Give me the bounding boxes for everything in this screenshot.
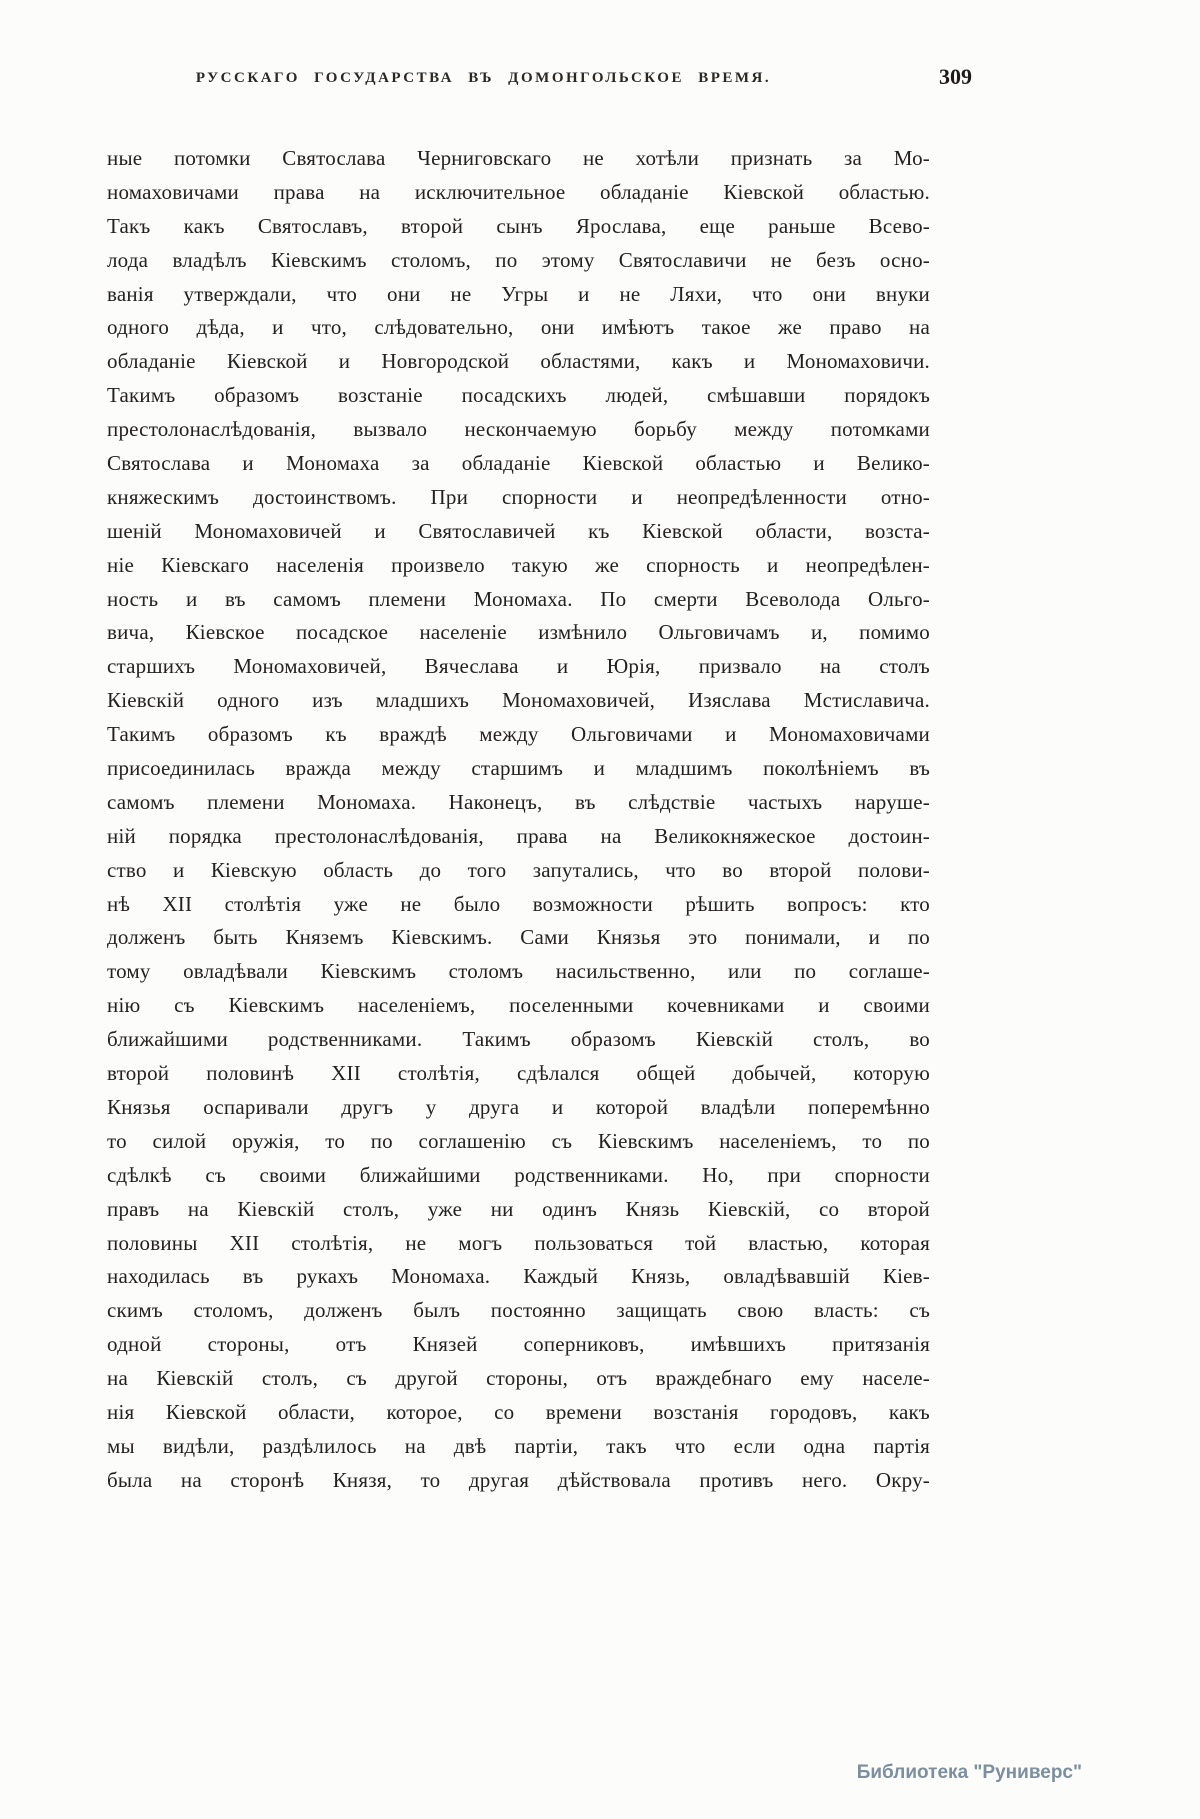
- text-line: сдѣлкѣ съ своими ближайшими родственниками. Но, при спорности: [107, 1162, 930, 1187]
- text-line: номаховичами права на исключительное обладаніе Кіевской областью.: [107, 179, 930, 204]
- text-line: ванія утверждали, что они не Угры и не Ляхи, что они внуки: [107, 281, 930, 306]
- page-header: [107, 64, 972, 100]
- text-line: скимъ столомъ, долженъ былъ постоянно защищать свою власть: съ: [107, 1298, 930, 1323]
- text-line: Такъ какъ Святославъ, второй сынъ Ярослава, еще раньше Всево-: [107, 213, 930, 238]
- text-line: вича, Кіевское посадское населеніе измѣнило Ольговичамъ и, помимо: [107, 620, 930, 645]
- text-line: нія Кіевской области, которое, со времени возстанія городовъ, какъ: [107, 1399, 930, 1424]
- library-watermark: Библиотека "Руниверс": [856, 1762, 1082, 1783]
- text-line: то силой оружія, то по соглашенію съ Кіевскимъ населеніемъ, то по: [107, 1128, 930, 1153]
- text-line: второй половинѣ XII столѣтія, сдѣлался общей добычей, которую: [107, 1061, 930, 1086]
- text-line: половины XII столѣтія, не могъ пользоваться той властью, которая: [107, 1230, 930, 1255]
- text-line: Такимъ образомъ возстаніе посадскихъ людей, смѣшавши порядокъ: [107, 383, 930, 408]
- text-line: находилась въ рукахъ Мономаха. Каждый Князь, овладѣвавшій Кіев-: [107, 1264, 930, 1289]
- text-line: одной стороны, отъ Князей соперниковъ, имѣвшихъ притязанія: [107, 1332, 930, 1357]
- text-line: старшихъ Мономаховичей, Вячеслава и Юрія, призвало на столъ: [107, 654, 930, 679]
- text-line: присоединилась вражда между старшимъ и младшимъ поколѣніемъ въ: [107, 756, 930, 781]
- body-text-block: [107, 142, 930, 1498]
- text-line: Святослава и Мономаха за обладаніе Кіевской областью и Велико-: [107, 451, 930, 476]
- text-line: лода владѣлъ Кіевскимъ столомъ, по этому Святославичи не безъ осно-: [107, 247, 930, 272]
- text-line: мы видѣли, раздѣлилось на двѣ партіи, такъ что если одна партія: [107, 1433, 930, 1458]
- page-number: 309: [939, 64, 972, 89]
- text-line: правъ на Кіевскій столъ, уже ни одинъ Князь Кіевскій, со второй: [107, 1196, 930, 1221]
- text-line: шеній Мономаховичей и Святославичей къ Кіевской области, возста-: [107, 518, 930, 543]
- text-line: нію съ Кіевскимъ населеніемъ, поселенными кочевниками и своими: [107, 993, 930, 1018]
- text-line: самомъ племени Мономаха. Наконецъ, въ слѣдствіе частыхъ наруше-: [107, 789, 930, 814]
- text-line: ность и въ самомъ племени Мономаха. По смерти Всеволода Ольго-: [107, 586, 930, 611]
- text-line: Кіевскій одного изъ младшихъ Мономаховичей, Изяслава Мстиславича.: [107, 688, 930, 713]
- text-line: престолонаслѣдованія, вызвало нескончаемую борьбу между потомками: [107, 417, 930, 442]
- text-line: нѣ XII столѣтія уже не было возможности рѣшить вопросъ: кто: [107, 891, 930, 916]
- text-line: долженъ быть Княземъ Кіевскимъ. Сами Князья это понимали, и по: [107, 925, 930, 950]
- text-line: на Кіевскій столъ, съ другой стороны, отъ враждебнаго ему населе-: [107, 1366, 930, 1391]
- text-line: Такимъ образомъ къ враждѣ между Ольговичами и Мономаховичами: [107, 722, 930, 747]
- text-line: ные потомки Святослава Черниговскаго не хотѣли признать за Мо-: [107, 146, 930, 170]
- text-line: была на сторонѣ Князя, то другая дѣйствовала противъ него. Окру-: [107, 1467, 930, 1492]
- text-line: ній порядка престолонаслѣдованія, права на Великокняжеское достоин-: [107, 823, 930, 848]
- text-line: одного дѣда, и что, слѣдовательно, они имѣютъ такое же право на: [107, 315, 930, 340]
- text-line: тому овладѣвали Кіевскимъ столомъ насильственно, или по соглаше-: [107, 959, 930, 984]
- text-line: ближайшими родственниками. Такимъ образомъ Кіевскій столъ, во: [107, 1027, 930, 1052]
- text-line: обладаніе Кіевской и Новгородской областями, какъ и Мономаховичи.: [107, 349, 930, 374]
- text-line: Князья оспаривали другъ у друга и которой владѣли поперемѣнно: [107, 1094, 930, 1119]
- text-line: ніе Кіевскаго населенія произвело такую же спорность и неопредѣлен-: [107, 552, 930, 577]
- text-line: ство и Кіевскую область до того запутались, что во второй полови-: [107, 857, 930, 882]
- running-title: РУССКАГО ГОСУДАРСТВА ВЪ ДОМОНГОЛЬСКОЕ ВРЕМЯ.: [195, 70, 772, 86]
- text-line: княжескимъ достоинствомъ. При спорности и неопредѣленности отно-: [107, 484, 930, 509]
